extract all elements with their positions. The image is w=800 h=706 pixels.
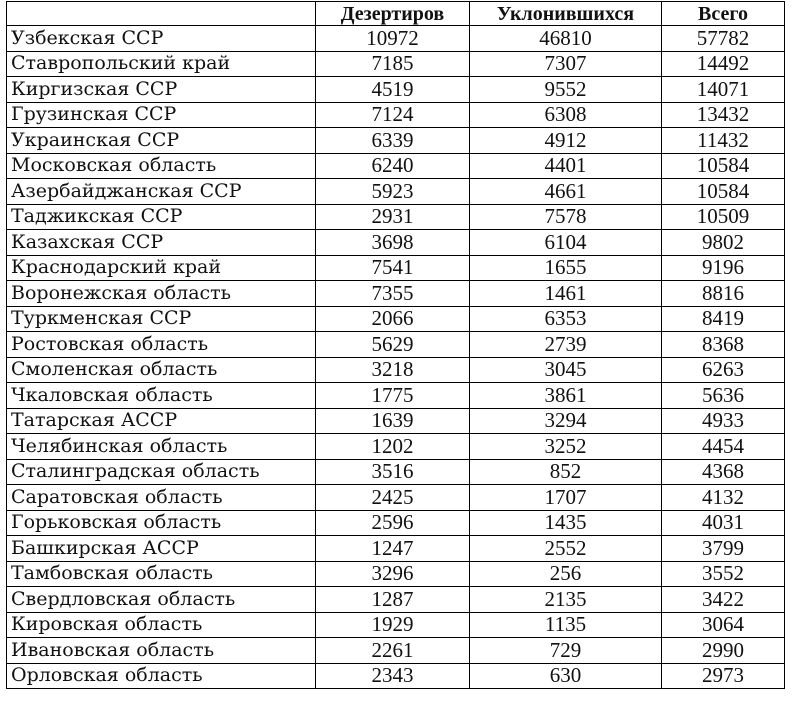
- total-cell: 10509: [662, 204, 785, 230]
- table-row: [7, 459, 785, 485]
- evaders-cell: 6353: [470, 306, 662, 332]
- total-cell: 3064: [662, 612, 785, 638]
- evaders-cell: 1135: [470, 612, 662, 638]
- table-row: [7, 128, 785, 154]
- evaders-cell: 1655: [470, 255, 662, 281]
- evaders-cell: 3252: [470, 434, 662, 460]
- deserters-cell: 6339: [316, 128, 470, 154]
- total-cell: 3422: [662, 587, 785, 613]
- region-cell: Орловская область: [7, 663, 316, 689]
- total-cell: 57782: [662, 26, 785, 52]
- data-table: [6, 1, 785, 689]
- table-row: [7, 306, 785, 332]
- table-body: [7, 26, 785, 689]
- total-cell: 8368: [662, 332, 785, 358]
- table-row: [7, 510, 785, 536]
- total-cell: 9802: [662, 230, 785, 256]
- total-cell: 2973: [662, 663, 785, 689]
- header-row: [7, 2, 785, 26]
- table-row: [7, 587, 785, 613]
- table-row: [7, 102, 785, 128]
- region-cell: Таджикская ССР: [7, 204, 316, 230]
- deserters-cell: 3218: [316, 357, 470, 383]
- region-cell: Свердловская область: [7, 587, 316, 613]
- deserters-cell: 7355: [316, 281, 470, 307]
- total-cell: 9196: [662, 255, 785, 281]
- table-row: [7, 255, 785, 281]
- header-evaders: Уклонившихся: [470, 2, 662, 26]
- deserters-cell: 2596: [316, 510, 470, 536]
- evaders-cell: 1707: [470, 485, 662, 511]
- header-deserters: Дезертиров: [316, 2, 470, 26]
- total-cell: 4031: [662, 510, 785, 536]
- region-cell: Узбекская ССР: [7, 26, 316, 52]
- evaders-cell: 4401: [470, 153, 662, 179]
- evaders-cell: 4912: [470, 128, 662, 154]
- deserters-cell: 7185: [316, 51, 470, 77]
- deserters-cell: 2066: [316, 306, 470, 332]
- table-row: [7, 485, 785, 511]
- evaders-cell: 2135: [470, 587, 662, 613]
- deserters-cell: 1639: [316, 408, 470, 434]
- total-cell: 14071: [662, 77, 785, 103]
- region-cell: Горьковская область: [7, 510, 316, 536]
- table-row: [7, 663, 785, 689]
- total-cell: 6263: [662, 357, 785, 383]
- region-cell: Украинская ССР: [7, 128, 316, 154]
- deserters-cell: 1247: [316, 536, 470, 562]
- total-cell: 13432: [662, 102, 785, 128]
- total-cell: 8419: [662, 306, 785, 332]
- evaders-cell: 1435: [470, 510, 662, 536]
- total-cell: 8816: [662, 281, 785, 307]
- region-cell: Кировская область: [7, 612, 316, 638]
- region-cell: Киргизская ССР: [7, 77, 316, 103]
- total-cell: 11432: [662, 128, 785, 154]
- total-cell: 10584: [662, 179, 785, 205]
- total-cell: 4933: [662, 408, 785, 434]
- table-header: [7, 2, 785, 26]
- header-total: Всего: [662, 2, 785, 26]
- evaders-cell: 9552: [470, 77, 662, 103]
- region-cell: Татарская АССР: [7, 408, 316, 434]
- table-row: [7, 153, 785, 179]
- evaders-cell: 256: [470, 561, 662, 587]
- deserters-cell: 7124: [316, 102, 470, 128]
- table-row: [7, 383, 785, 409]
- table-row: [7, 77, 785, 103]
- deserters-cell: 1929: [316, 612, 470, 638]
- deserters-cell: 2261: [316, 638, 470, 664]
- deserters-cell: 1775: [316, 383, 470, 409]
- table-row: [7, 638, 785, 664]
- region-cell: Воронежская область: [7, 281, 316, 307]
- region-cell: Казахская ССР: [7, 230, 316, 256]
- table-row: [7, 26, 785, 52]
- region-cell: Сталинградская область: [7, 459, 316, 485]
- evaders-cell: 3294: [470, 408, 662, 434]
- region-cell: Ростовская область: [7, 332, 316, 358]
- table-row: [7, 357, 785, 383]
- evaders-cell: 630: [470, 663, 662, 689]
- deserters-cell: 1287: [316, 587, 470, 613]
- total-cell: 3799: [662, 536, 785, 562]
- total-cell: 4454: [662, 434, 785, 460]
- evaders-cell: 729: [470, 638, 662, 664]
- total-cell: 4368: [662, 459, 785, 485]
- region-cell: Грузинская ССР: [7, 102, 316, 128]
- deserters-cell: 6240: [316, 153, 470, 179]
- table-row: [7, 179, 785, 205]
- deserters-cell: 5629: [316, 332, 470, 358]
- evaders-cell: 3861: [470, 383, 662, 409]
- table-row: [7, 434, 785, 460]
- total-cell: 2990: [662, 638, 785, 664]
- region-cell: Азербайджанская ССР: [7, 179, 316, 205]
- deserters-cell: 2425: [316, 485, 470, 511]
- total-cell: 10584: [662, 153, 785, 179]
- deserters-cell: 5923: [316, 179, 470, 205]
- total-cell: 14492: [662, 51, 785, 77]
- deserters-cell: 2343: [316, 663, 470, 689]
- evaders-cell: 2552: [470, 536, 662, 562]
- evaders-cell: 1461: [470, 281, 662, 307]
- table-row: [7, 204, 785, 230]
- total-cell: 3552: [662, 561, 785, 587]
- region-cell: Челябинская область: [7, 434, 316, 460]
- table-row: [7, 332, 785, 358]
- region-cell: Башкирская АССР: [7, 536, 316, 562]
- region-cell: Саратовская область: [7, 485, 316, 511]
- evaders-cell: 4661: [470, 179, 662, 205]
- region-cell: Московская область: [7, 153, 316, 179]
- region-cell: Краснодарский край: [7, 255, 316, 281]
- total-cell: 4132: [662, 485, 785, 511]
- deserters-cell: 3698: [316, 230, 470, 256]
- deserters-cell: 10972: [316, 26, 470, 52]
- deserters-cell: 4519: [316, 77, 470, 103]
- evaders-cell: 852: [470, 459, 662, 485]
- evaders-cell: 6104: [470, 230, 662, 256]
- deserters-cell: 7541: [316, 255, 470, 281]
- deserters-cell: 3296: [316, 561, 470, 587]
- region-cell: Ивановская область: [7, 638, 316, 664]
- region-cell: Туркменская ССР: [7, 306, 316, 332]
- table-row: [7, 536, 785, 562]
- deserters-cell: 1202: [316, 434, 470, 460]
- evaders-cell: 3045: [470, 357, 662, 383]
- table-row: [7, 51, 785, 77]
- region-cell: Чкаловская область: [7, 383, 316, 409]
- region-cell: Тамбовская область: [7, 561, 316, 587]
- table-row: [7, 281, 785, 307]
- deserters-cell: 2931: [316, 204, 470, 230]
- table-row: [7, 612, 785, 638]
- table-row: [7, 408, 785, 434]
- total-cell: 5636: [662, 383, 785, 409]
- region-cell: Ставропольский край: [7, 51, 316, 77]
- evaders-cell: 7307: [470, 51, 662, 77]
- evaders-cell: 6308: [470, 102, 662, 128]
- evaders-cell: 7578: [470, 204, 662, 230]
- evaders-cell: 2739: [470, 332, 662, 358]
- header-region: [7, 2, 316, 26]
- deserters-cell: 3516: [316, 459, 470, 485]
- table-row: [7, 561, 785, 587]
- table-row: [7, 230, 785, 256]
- evaders-cell: 46810: [470, 26, 662, 52]
- region-cell: Смоленская область: [7, 357, 316, 383]
